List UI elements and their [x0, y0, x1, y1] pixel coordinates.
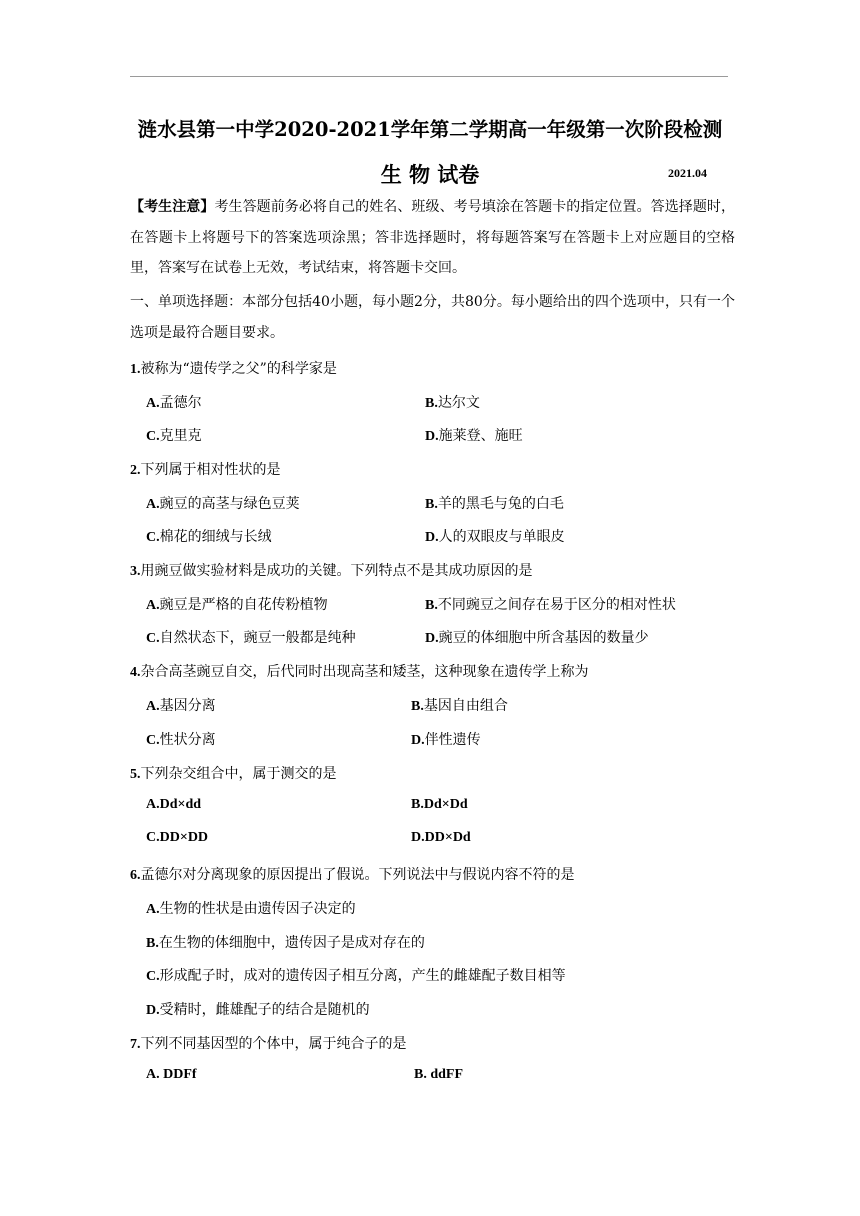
option-text: ddFF	[426, 1067, 464, 1082]
option-letter: B.	[414, 1067, 427, 1082]
option-letter: A.	[146, 902, 160, 917]
question-text: 下列属于相对性状的是	[140, 462, 281, 478]
option-7a	[146, 1067, 197, 1083]
option-5c	[146, 830, 208, 846]
option-letter: C.	[146, 733, 160, 748]
option-1b	[425, 392, 480, 412]
option-letter: C.	[146, 530, 160, 545]
section-heading: 一、单项选择题：本部分包括40小题，每小题2分，共80分。每小题给出的四个选项中，只有一个选项是最符合题目要求。	[130, 294, 735, 341]
option-text: 施莱登、施旺	[438, 428, 523, 444]
option-text: 自然状态下，豌豆一般都是纯种	[159, 630, 356, 646]
option-text: DDFf	[159, 1067, 197, 1082]
header-rule	[130, 76, 728, 77]
option-2a	[146, 493, 300, 513]
question-number: 1.	[130, 362, 141, 377]
question-5	[130, 763, 337, 783]
option-letter: C.	[146, 830, 160, 845]
option-2c	[146, 526, 272, 546]
option-letter: B.	[146, 936, 159, 951]
option-2d	[425, 526, 565, 546]
option-text: 形成配子时，成对的遗传因子相互分离，产生的雌雄配子数目相等	[159, 968, 566, 984]
option-2b	[425, 493, 564, 513]
option-letter: A.	[146, 1067, 160, 1082]
option-letter: B.	[411, 797, 424, 812]
option-6a	[146, 898, 356, 918]
option-letter: B.	[425, 396, 438, 411]
question-number: 3.	[130, 564, 141, 579]
option-5d	[411, 830, 471, 846]
option-3b	[425, 594, 676, 614]
option-7b	[414, 1067, 463, 1083]
option-letter: A.	[146, 797, 160, 812]
notice-label: 【考生注意】	[130, 199, 215, 215]
question-6	[130, 864, 575, 884]
option-letter: A.	[146, 699, 160, 714]
exam-subtitle: 生 物 试卷	[380, 162, 480, 187]
option-3a	[146, 594, 328, 614]
option-letter: D.	[411, 733, 425, 748]
option-letter: D.	[425, 631, 439, 646]
option-text: 豌豆是严格的自花传粉植物	[159, 597, 328, 613]
option-text: 不同豌豆之间存在易于区分的相对性状	[437, 597, 676, 613]
option-text: 伴性遗传	[424, 732, 481, 748]
question-7	[130, 1033, 407, 1053]
option-text: 在生物的体细胞中，遗传因子是成对存在的	[158, 935, 425, 951]
option-text: 生物的性状是由遗传因子决定的	[159, 901, 356, 917]
option-text: 棉花的细绒与长绒	[159, 529, 272, 545]
option-letter: B.	[411, 699, 424, 714]
option-text: Dd×dd	[159, 797, 202, 812]
question-number: 4.	[130, 665, 141, 680]
option-text: 克里克	[159, 428, 202, 444]
option-4a	[146, 695, 216, 715]
option-letter: B.	[425, 497, 438, 512]
option-text: 孟德尔	[159, 395, 202, 411]
option-letter: C.	[146, 631, 160, 646]
exam-title: 涟水县第一中学2020-2021学年第二学期高一年级第一次阶段检测	[137, 118, 723, 141]
option-5b	[411, 797, 468, 813]
question-number: 6.	[130, 868, 141, 883]
exam-date: 2021.04	[668, 166, 707, 180]
question-4	[130, 661, 589, 681]
option-6d	[146, 999, 370, 1019]
question-text: 孟德尔对分离现象的原因提出了假说。下列说法中与假说内容不符的是	[140, 867, 575, 883]
question-number: 7.	[130, 1037, 141, 1052]
question-number: 5.	[130, 767, 141, 782]
option-text: 受精时，雌雄配子的结合是随机的	[159, 1002, 370, 1018]
option-letter: A.	[146, 598, 160, 613]
option-6c	[146, 965, 566, 985]
option-4d	[411, 729, 481, 749]
option-letter: D.	[425, 429, 439, 444]
question-text: 下列不同基因型的个体中，属于纯合子的是	[140, 1036, 407, 1052]
option-5a	[146, 797, 201, 813]
option-text: 豌豆的体细胞中所含基因的数量少	[438, 630, 649, 646]
question-number: 2.	[130, 463, 141, 478]
option-letter: A.	[146, 396, 160, 411]
option-1c	[146, 425, 202, 445]
option-text: DD×Dd	[424, 830, 471, 845]
option-1a	[146, 392, 202, 412]
option-text: 基因分离	[159, 698, 216, 714]
option-text: 人的双眼皮与单眼皮	[438, 529, 565, 545]
exam-notice	[130, 192, 735, 284]
option-letter: D.	[425, 530, 439, 545]
option-text: Dd×Dd	[423, 797, 468, 812]
option-text: 基因自由组合	[423, 698, 508, 714]
option-letter: C.	[146, 429, 160, 444]
option-1d	[425, 425, 523, 445]
question-text: 被称为“遗传学之父”的科学家是	[140, 361, 337, 377]
notice-text: 考生答题前务必将自己的姓名、班级、考号填涂在答题卡的指定位置。答选择题时，在答题卡上将题号下的答案选项涂黑；答非选择题时，将每题答案写在答题卡上对应题目的空格里，答案写在试卷上无效，考试结束，将答题卡交回。	[130, 199, 736, 276]
question-text: 下列杂交组合中，属于测交的是	[140, 766, 337, 782]
option-3d	[425, 627, 649, 647]
option-4b	[411, 695, 508, 715]
option-3c	[146, 627, 356, 647]
question-1	[130, 358, 337, 378]
option-text: 羊的黑毛与兔的白毛	[437, 496, 564, 512]
option-letter: B.	[425, 598, 438, 613]
option-letter: D.	[411, 830, 425, 845]
question-text: 杂合高茎豌豆自交，后代同时出现高茎和矮茎，这种现象在遗传学上称为	[140, 664, 589, 680]
option-text: 性状分离	[159, 732, 216, 748]
question-2	[130, 459, 281, 479]
option-text: DD×DD	[159, 830, 209, 845]
question-3	[130, 560, 533, 580]
option-6b	[146, 932, 425, 952]
option-text: 达尔文	[437, 395, 480, 411]
option-letter: C.	[146, 969, 160, 984]
option-letter: A.	[146, 497, 160, 512]
option-text: 豌豆的高茎与绿色豆荚	[159, 496, 300, 512]
option-4c	[146, 729, 216, 749]
option-letter: D.	[146, 1003, 160, 1018]
question-text: 用豌豆做实验材料是成功的关键。下列特点不是其成功原因的是	[140, 563, 533, 579]
